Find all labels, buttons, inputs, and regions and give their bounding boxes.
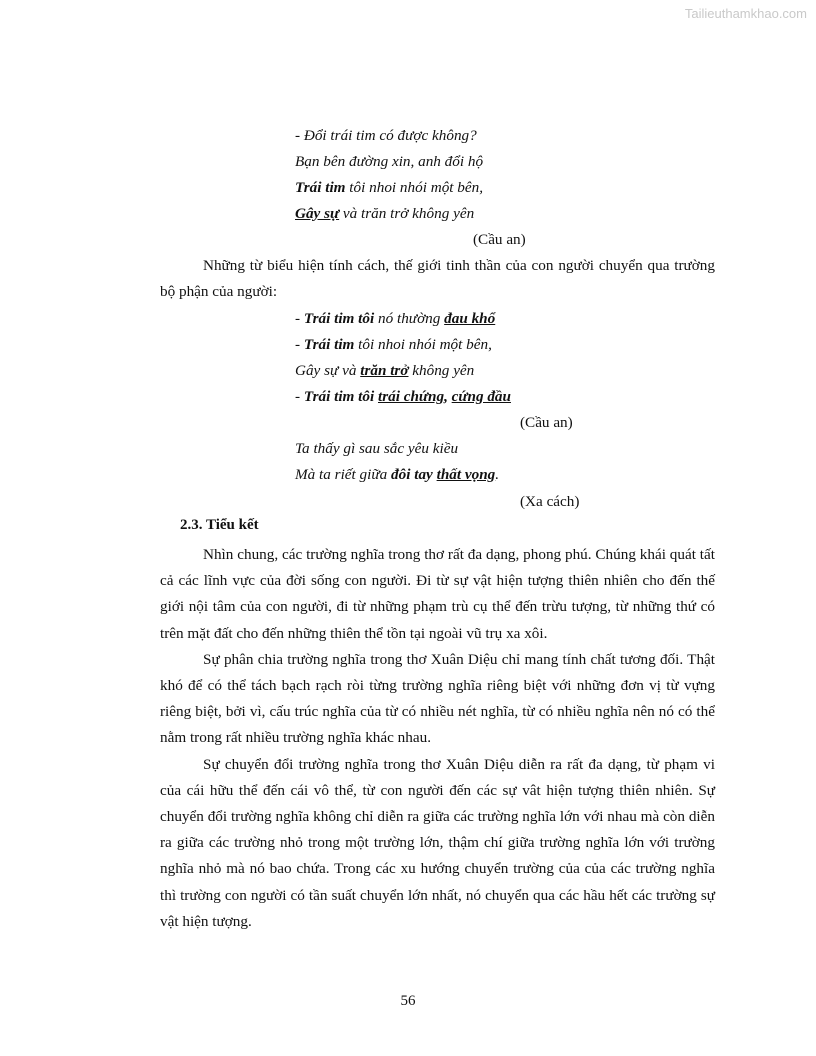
body-text: [160, 542, 715, 935]
dash: -: [295, 310, 304, 327]
bold-underlined-term: trăn trở: [360, 362, 409, 379]
paragraph-1: Nhìn chung, các trường nghĩa trong thơ rất đa dạng, phong phú. Chúng khái quát tất cả các lĩnh vực của đời sống con người. Đi từ sự vật hiện tượng thiên nhiên cho đến thế giới nội tâm của con người, đi từ những phạm trù cụ thể đến trừu tượng, từ những thứ có trên mặt đất cho đến những thiên thể tồn tại ngoài vũ trụ xa xôi.: [160, 546, 715, 642]
poem1-line2: Bạn bên đường xin, anh đổi hộ: [295, 153, 484, 170]
poem1-source: (Cầu an): [473, 231, 526, 248]
verse-text: Gây sự và: [295, 362, 361, 379]
section-heading: 2.3. Tiểu kết: [180, 517, 259, 533]
watermark: Tailieuthamkhao.com: [684, 6, 807, 21]
bold-term: Trái tim: [295, 179, 346, 196]
bold-term: đôi tay: [391, 466, 433, 483]
bold-term: Trái tim: [303, 336, 355, 353]
verse-text: tôi nhoi nhói một bên,: [345, 179, 484, 196]
paragraph-3: Sự chuyển đổi trường nghĩa trong thơ Xuân Diệu diễn ra rất đa dạng, từ phạm vi của cái hữu thể đến cái vô thể, từ con người đến các sự vât hiện tượng thiên nhiên. Sự chuyển đổi trường nghĩa không chỉ diễn ra giữa các trường nghĩa lớn với nhau mà còn diễn ra giữa các trường nhỏ trong một trường lớn, thậm chí giữa trường nghĩa lớn với trường nghĩa nhỏ mà nó bao chứa. Trong các xu hướng chuyển trường của của các trường nghĩa thì trường con người có tần suất chuyển lớn nhất, nó chuyển qua các hầu hết các trường sự vật hiện tượng.: [160, 755, 715, 930]
verse-text: nó thường: [374, 310, 445, 327]
dash: -: [295, 336, 304, 353]
page-number: 56: [400, 993, 416, 1009]
poem2-line4: [295, 388, 511, 406]
bold-underlined-term: thất vọng: [436, 466, 496, 483]
bold-underlined-term: đau khổ: [444, 310, 496, 327]
poem1-line1: - Đổi trái tim có được không?: [295, 127, 477, 144]
verse-text: không yên: [408, 362, 475, 379]
poem2-line6: [295, 466, 499, 484]
bold-underlined-term: Gây sự: [295, 205, 340, 222]
comma: ,: [444, 388, 452, 405]
poem2-line2: [295, 336, 492, 354]
poem1-line4: [295, 205, 474, 223]
paragraph-2: Sự phân chia trường nghĩa trong thơ Xuân Diệu chỉ mang tính chất tương đối. Thật khó để có thể tách bạch rạch ròi từng trường nghĩa riêng biệt với những đơn vị từ vựng riêng biệt, bởi vì, cấu trúc nghĩa của từ có nhiều nét nghĩa, từ có nhiều nghĩa nên nó có thể nằm trong rất nhiều trường nghĩa khác nhau.: [160, 650, 715, 747]
bold-term: Trái tim tôi: [303, 388, 375, 405]
bold-underlined-term: cứng đầu: [451, 388, 511, 405]
bold-term: Trái tim tôi: [303, 310, 375, 327]
poem2-source2: (Xa cách): [520, 493, 580, 510]
verse-text: Mà ta riết giữa: [295, 466, 392, 483]
paragraph-text: Những từ biểu hiện tính cách, thế giới tinh thần của con người chuyển qua trường bộ phận của người:: [160, 257, 715, 301]
poem2-line3: [295, 362, 474, 380]
verse-text: và trăn trở không yên: [339, 205, 475, 222]
verse-text: tôi nhoi nhói một bên,: [354, 336, 492, 353]
dash: -: [295, 388, 304, 405]
intro-paragraph: [160, 253, 715, 305]
poem2-source1: (Cầu an): [520, 414, 573, 431]
period: .: [495, 466, 500, 483]
bold-underlined-term: trái chứng: [377, 388, 445, 405]
poem1-line3: [295, 179, 483, 197]
poem2-line1: [295, 310, 495, 328]
poem2-line5: Ta thấy gì sau sắc yêu kiều: [295, 440, 459, 457]
